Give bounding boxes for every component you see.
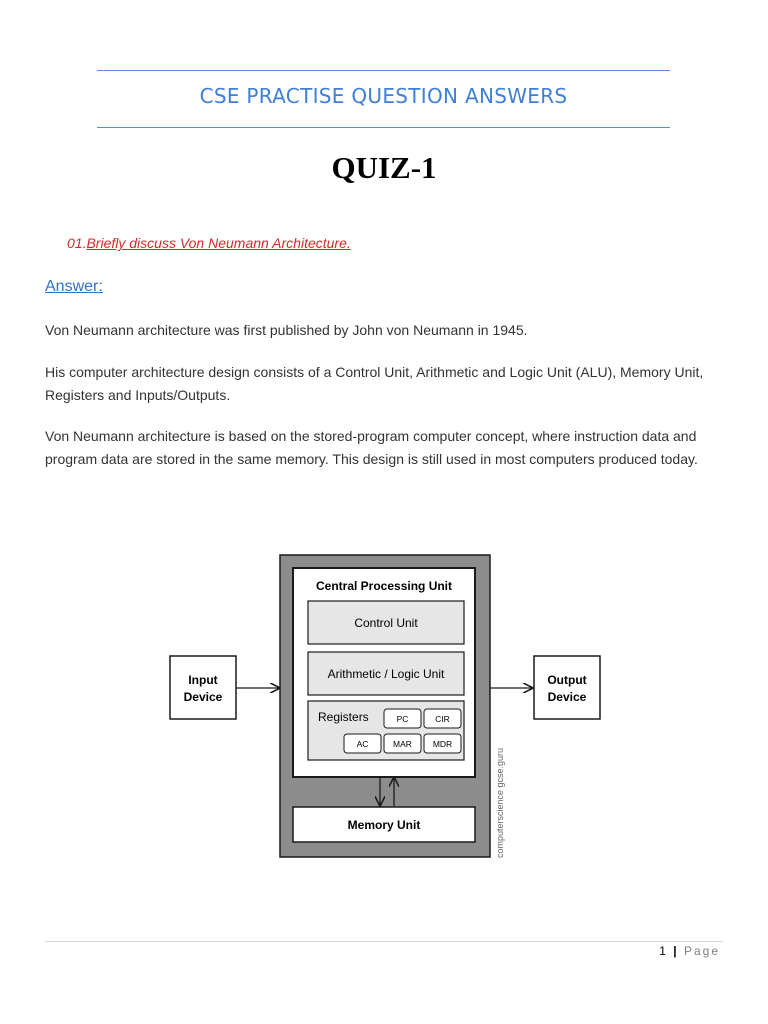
alu-label: Arithmetic / Logic Unit xyxy=(327,667,445,681)
output-device-box xyxy=(534,656,600,719)
page-separator: | xyxy=(673,944,677,958)
cpu-title: Central Processing Unit xyxy=(315,579,453,593)
footer-rule xyxy=(45,941,723,942)
output-device-label-2: Device xyxy=(547,690,587,704)
register-mdr-label: MDR xyxy=(432,739,453,749)
register-cir-label: CIR xyxy=(435,714,450,724)
quiz-title: QUIZ-1 xyxy=(331,150,437,185)
control-unit-label: Control Unit xyxy=(354,616,418,630)
von-neumann-diagram xyxy=(160,548,610,863)
header-top-rule xyxy=(97,70,670,71)
register-pc-label: PC xyxy=(396,714,409,724)
answer-paragraph-3: Von Neumann architecture is based on the stored-program computer concept, where instruction data and program data are stored in the same memory. This design is still used in most computers produced today. xyxy=(45,428,698,467)
diagram-credit: computerscience gcse.guru xyxy=(495,747,505,858)
page-label: Page xyxy=(683,944,720,958)
question-number: 01. xyxy=(67,235,87,251)
question-text: Briefly discuss Von Neumann Architecture. xyxy=(86,235,351,251)
register-mar-label: MAR xyxy=(393,739,412,749)
answer-paragraph-1: Von Neumann architecture was first published by John von Neumann in 1945. xyxy=(45,322,528,338)
input-device-box xyxy=(170,656,236,719)
header-bottom-rule xyxy=(97,127,670,128)
input-device-label-1: Input xyxy=(188,673,218,687)
input-device-label-2: Device xyxy=(183,690,223,704)
document-header-title: CSE PRACTISE QUESTION ANSWERS xyxy=(199,84,568,108)
answer-heading: Answer: xyxy=(45,278,103,295)
page-footer xyxy=(659,944,720,958)
page-number: 1 xyxy=(659,944,666,958)
output-device-label-1: Output xyxy=(547,673,587,687)
question xyxy=(67,235,351,251)
registers-label: Registers xyxy=(318,710,369,724)
memory-unit-label: Memory Unit xyxy=(347,818,421,832)
answer-paragraph-2: His computer architecture design consists of a Control Unit, Arithmetic and Logic Unit (ALU), Memory Unit, Registers and Inputs/Outputs. xyxy=(45,364,704,403)
register-ac-label: AC xyxy=(356,739,369,749)
